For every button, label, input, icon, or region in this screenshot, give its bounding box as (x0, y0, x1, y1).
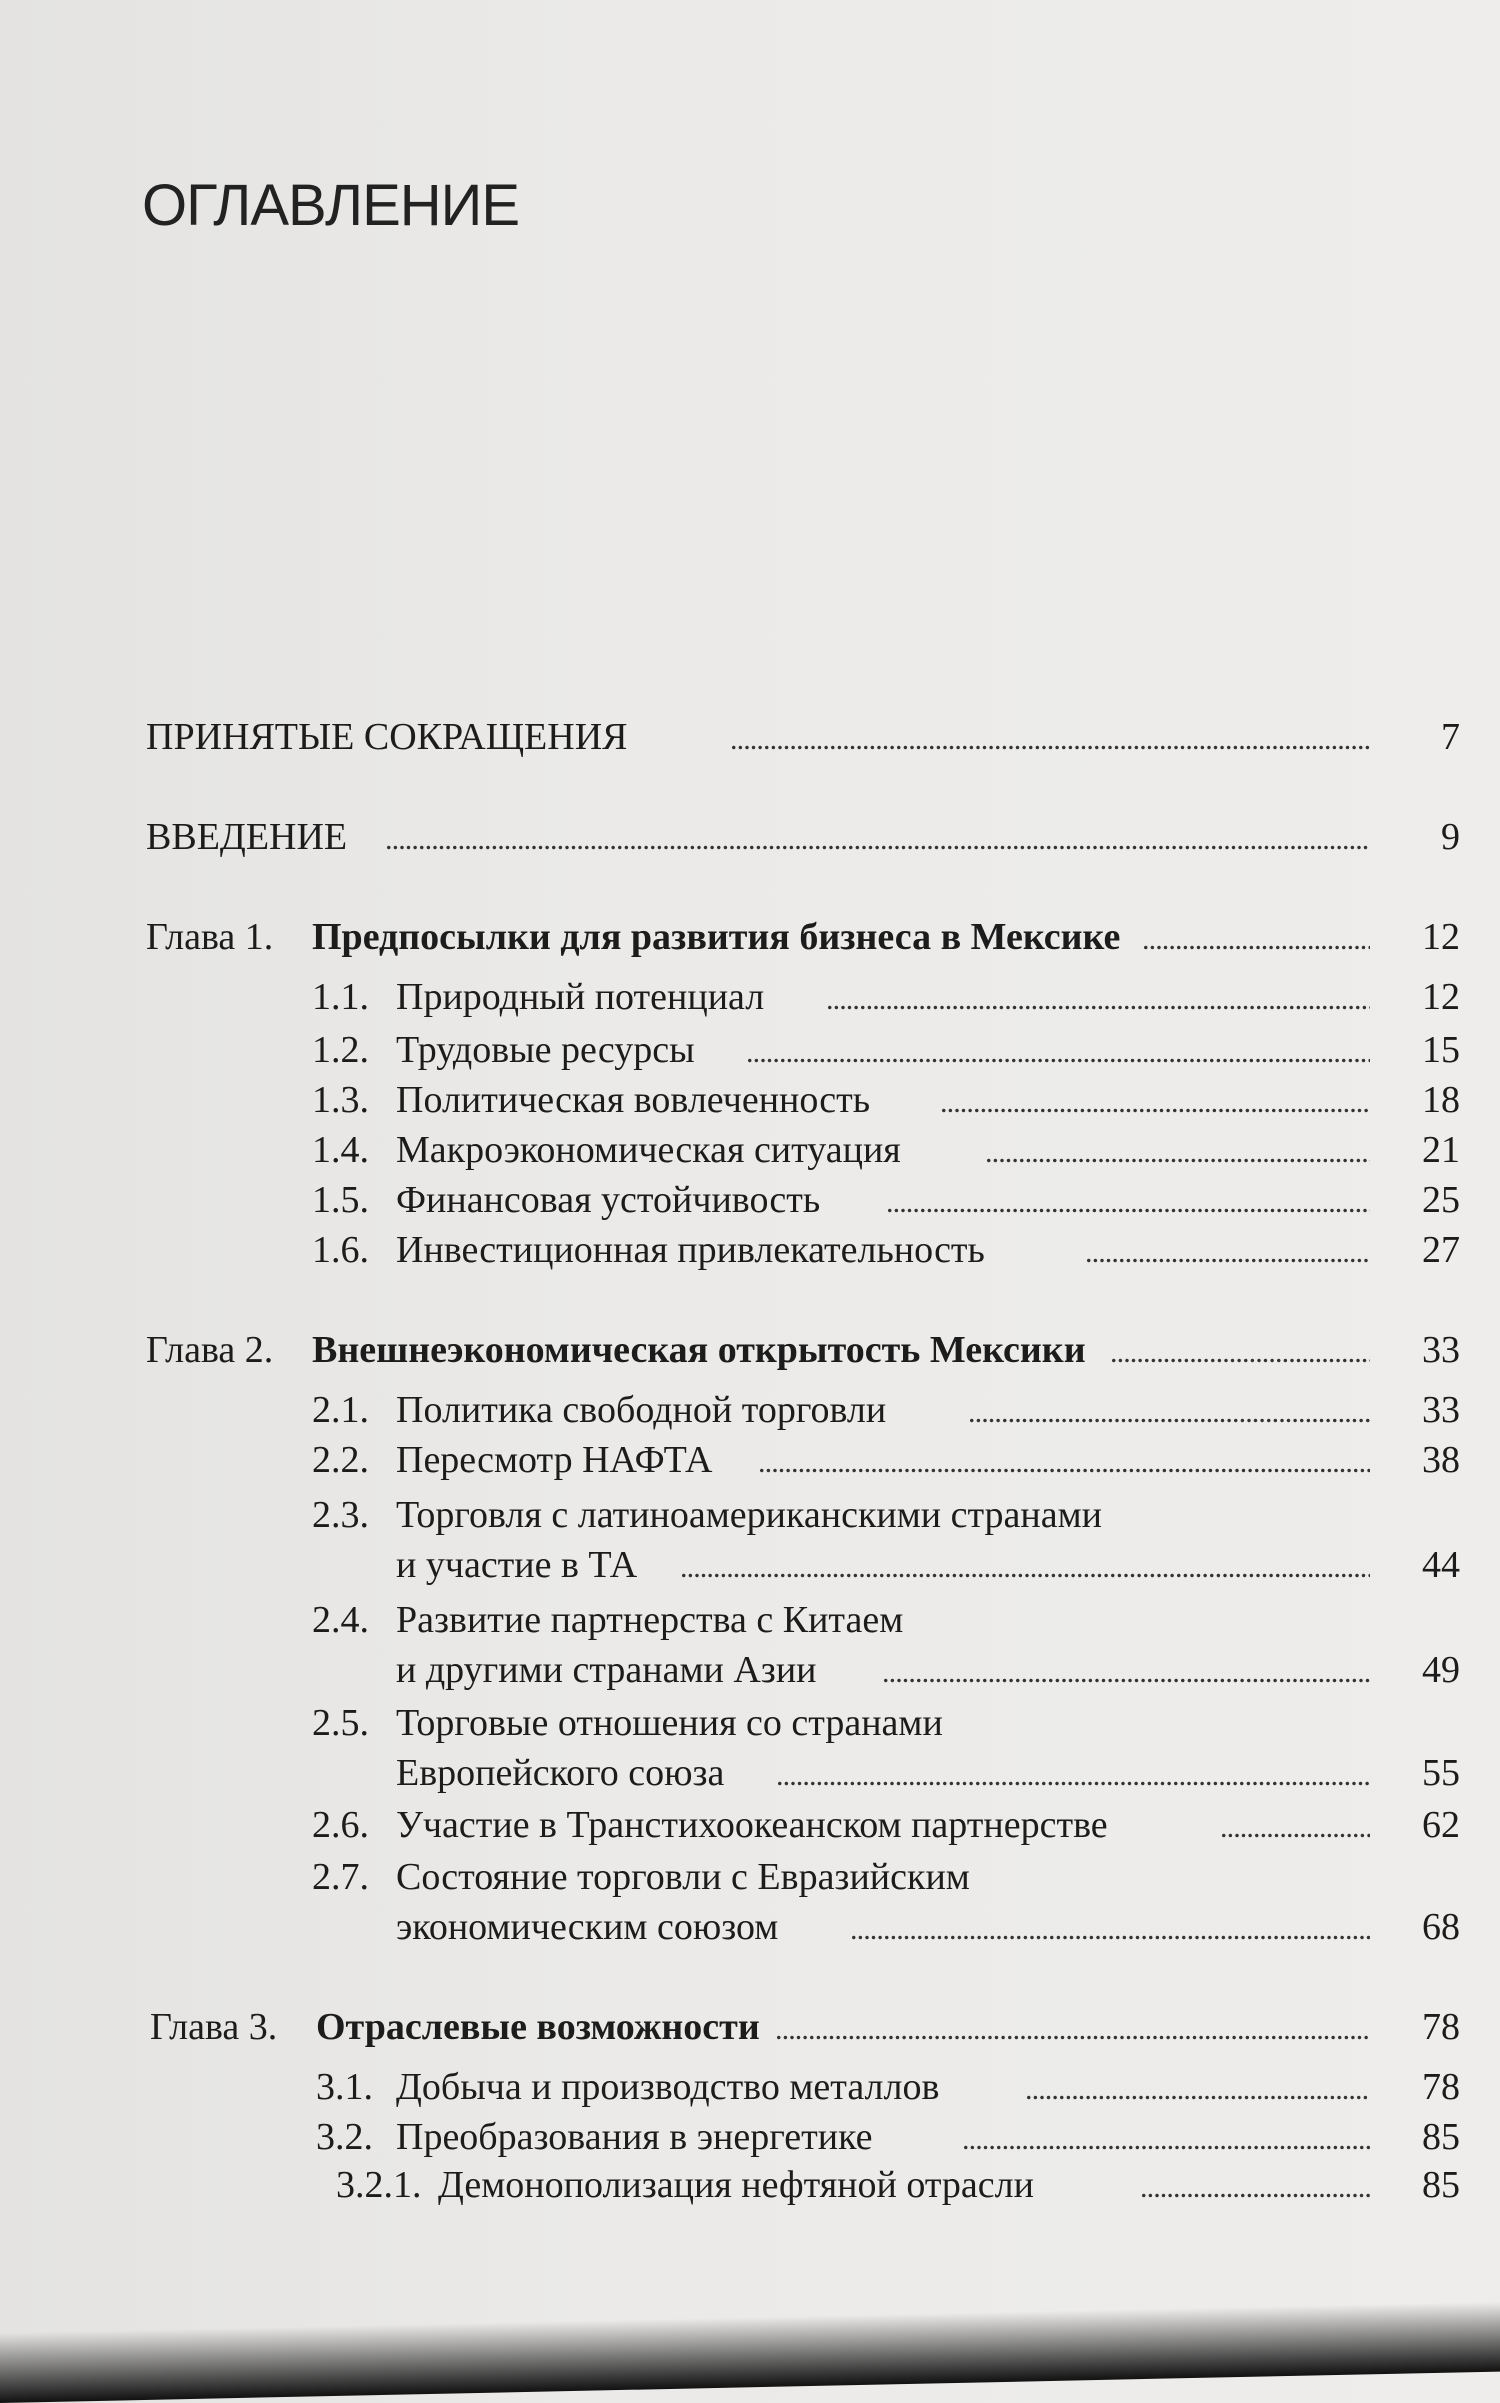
toc-section[interactable] (0, 1595, 1500, 1645)
section-title-line1: Торговля с латиноамериканскими странами (396, 1494, 1103, 1536)
toc-section[interactable] (0, 2112, 1500, 2162)
toc-entry-title: ПРИНЯТЫЕ СОКРАЩЕНИЯ (146, 716, 628, 758)
toc-section[interactable] (0, 1698, 1500, 1748)
chapter-title: Предпосылки для развития бизнеса в Мексике (312, 916, 1121, 958)
section-title: Преобразования в энергетике (396, 2116, 873, 2158)
leader-dots (962, 2112, 1370, 2165)
chapter-title: Отраслевые возможности (316, 2006, 760, 2048)
leader-dots (1142, 912, 1370, 965)
section-title: Добыча и производство металлов (396, 2066, 940, 2108)
toc-entry-title: ВВЕДЕНИЕ (146, 816, 348, 858)
toc-section[interactable] (0, 1025, 1500, 1075)
section-title: Политическая вовлеченность (396, 1079, 871, 1121)
toc-section[interactable] (0, 1385, 1500, 1435)
section-number: 2.7. (312, 1856, 369, 1898)
section-number: 1.3. (312, 1079, 369, 1121)
chapter-title: Внешнеэкономическая открытость Мексики (312, 1329, 1086, 1371)
leader-dots (776, 1748, 1370, 1801)
page-title: ОГЛАВЛЕНИЕ (142, 173, 520, 238)
leader-dots (1110, 1325, 1370, 1378)
section-title-line2: Европейского союза (396, 1752, 725, 1794)
leader-dots (886, 1175, 1370, 1228)
toc-chapter[interactable] (0, 2002, 1500, 2052)
section-number: 2.1. (312, 1389, 369, 1431)
section-title: Пересмотр НАФТА (396, 1439, 713, 1481)
leader-dots (680, 1540, 1370, 1593)
toc-section[interactable] (0, 1800, 1500, 1850)
section-title: Инвестиционная привлекательность (396, 1229, 985, 1271)
toc-chapter[interactable] (0, 1325, 1500, 1375)
leader-dots (758, 1435, 1370, 1488)
toc-page-number: 12 (1422, 976, 1460, 1018)
leader-dots (826, 972, 1370, 1025)
toc-section[interactable] (0, 1852, 1500, 1902)
toc-entry[interactable] (0, 712, 1500, 762)
toc-page-number: 44 (1422, 1544, 1460, 1586)
toc-page-number: 12 (1422, 916, 1460, 958)
toc-section-continuation[interactable] (0, 1748, 1500, 1798)
section-title: Участие в Транстихоокеанском партнерстве (396, 1804, 1108, 1846)
section-number: 1.2. (312, 1029, 369, 1071)
section-title-line1: Торговые отношения со странами (396, 1702, 943, 1744)
toc-page-number: 33 (1422, 1329, 1460, 1371)
leader-dots (850, 1902, 1370, 1955)
toc-section[interactable] (0, 2062, 1500, 2112)
toc-entry[interactable] (0, 812, 1500, 862)
leader-dots (746, 1025, 1370, 1078)
section-title: Природный потенциал (396, 976, 765, 1018)
leader-dots (775, 2002, 1370, 2055)
page-edge-shadow (0, 2302, 1500, 2403)
section-number: 1.6. (312, 1229, 369, 1271)
section-title-line2: и участие в ТА (396, 1544, 638, 1586)
toc-page-number: 85 (1422, 2116, 1460, 2158)
toc-page-number: 15 (1422, 1029, 1460, 1071)
section-title: Макроэкономическая ситуация (396, 1129, 901, 1171)
section-number: 1.4. (312, 1129, 369, 1171)
toc-section-continuation[interactable] (0, 1902, 1500, 1952)
subsection-number: 3.2.1. (336, 2164, 422, 2206)
leader-dots (1220, 1800, 1370, 1853)
section-number: 3.2. (316, 2116, 373, 2158)
toc-section-continuation[interactable] (0, 1540, 1500, 1590)
section-number: 2.6. (312, 1804, 369, 1846)
toc-section[interactable] (0, 1435, 1500, 1485)
toc-section[interactable] (0, 1175, 1500, 1225)
toc-section[interactable] (0, 1225, 1500, 1275)
toc-page-number: 18 (1422, 1079, 1460, 1121)
toc-subsection[interactable] (0, 2160, 1500, 2210)
section-number: 2.2. (312, 1439, 369, 1481)
section-number: 2.5. (312, 1702, 369, 1744)
toc-page-number: 33 (1422, 1389, 1460, 1431)
section-number: 3.1. (316, 2066, 373, 2108)
toc-section[interactable] (0, 1490, 1500, 1540)
section-number: 1.1. (312, 976, 369, 1018)
leader-dots (985, 1125, 1370, 1178)
toc-page-number: 27 (1422, 1229, 1460, 1271)
section-number: 1.5. (312, 1179, 369, 1221)
toc-page-number: 25 (1422, 1179, 1460, 1221)
toc-section-continuation[interactable] (0, 1645, 1500, 1695)
leader-dots (1140, 2160, 1370, 2213)
leader-dots (1085, 1225, 1370, 1278)
section-title: Финансовая устойчивость (396, 1179, 821, 1221)
chapter-number: Глава 1. (146, 916, 274, 958)
section-number: 2.4. (312, 1599, 369, 1641)
toc-section[interactable] (0, 1075, 1500, 1125)
section-title: Политика свободной торговли (396, 1389, 887, 1431)
leader-dots (1025, 2062, 1370, 2115)
leader-dots (730, 712, 1370, 765)
subsection-title: Демонополизация нефтяной отрасли (438, 2164, 1034, 2206)
toc-page-number: 21 (1422, 1129, 1460, 1171)
toc-page-number: 78 (1422, 2006, 1460, 2048)
toc-page-number: 78 (1422, 2066, 1460, 2108)
toc-page-number: 49 (1422, 1649, 1460, 1691)
toc-page-number: 55 (1422, 1752, 1460, 1794)
toc-page-number: 68 (1422, 1906, 1460, 1948)
toc-page-number: 38 (1422, 1439, 1460, 1481)
toc-page-number: 62 (1422, 1804, 1460, 1846)
toc-section[interactable] (0, 1125, 1500, 1175)
section-title-line2: экономическим союзом (396, 1906, 779, 1948)
leader-dots (385, 812, 1370, 865)
toc-page-number: 7 (1441, 716, 1460, 758)
chapter-number: Глава 3. (150, 2006, 278, 2048)
section-title-line2: и другими странами Азии (396, 1649, 817, 1691)
toc-chapter[interactable] (0, 912, 1500, 962)
toc-section[interactable] (0, 972, 1500, 1022)
leader-dots (940, 1075, 1370, 1128)
toc-page-number: 9 (1441, 816, 1460, 858)
section-number: 2.3. (312, 1494, 369, 1536)
chapter-number: Глава 2. (146, 1329, 274, 1371)
leader-dots (968, 1385, 1370, 1438)
section-title: Трудовые ресурсы (396, 1029, 695, 1071)
leader-dots (882, 1645, 1370, 1698)
toc-page-number: 85 (1422, 2164, 1460, 2206)
section-title-line1: Развитие партнерства с Китаем (396, 1599, 904, 1641)
section-title-line1: Состояние торговли с Евразийским (396, 1856, 970, 1898)
